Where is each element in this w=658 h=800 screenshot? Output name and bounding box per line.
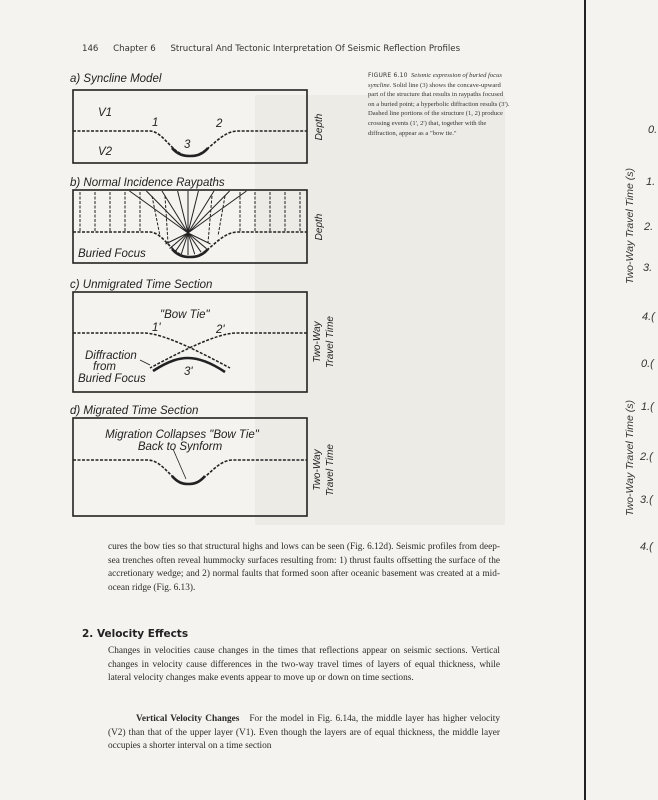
figure-caption bbox=[368, 71, 510, 138]
panel-a-axis: Depth bbox=[314, 113, 325, 141]
raypath-line bbox=[188, 191, 230, 233]
chapter-title: Structural And Tectonic Interpretation Of Seismic Reflection Profiles bbox=[170, 44, 461, 54]
migration-note-2: Back to Synform bbox=[137, 441, 223, 453]
diffraction-label-2: from bbox=[93, 361, 116, 373]
label-3-prime: 3' bbox=[184, 366, 193, 378]
facing-tick: 0. bbox=[648, 124, 658, 136]
paragraph-3-lead: Vertical Velocity Changes bbox=[136, 714, 240, 724]
panel-c-axis-2: Travel Time bbox=[325, 316, 336, 368]
section-heading: 2. Velocity Effects bbox=[82, 628, 189, 640]
facing-page-gutter bbox=[584, 0, 586, 800]
panel-b-raypaths bbox=[80, 191, 300, 255]
panel-c-label: c) Unmigrated Time Section bbox=[70, 279, 213, 291]
page-number: 146 bbox=[82, 44, 99, 54]
label-1-prime: 1' bbox=[152, 322, 161, 334]
facing-axis-label-bottom: Two-Way Travel Time (s) bbox=[624, 400, 636, 516]
bow-tie-label: "Bow Tie" bbox=[160, 309, 210, 321]
label-1: 1 bbox=[152, 117, 159, 129]
panel-d-interface-dashed bbox=[73, 460, 307, 484]
paragraph-3 bbox=[108, 713, 500, 754]
v2-label: V2 bbox=[98, 146, 113, 158]
migration-note-1: Migration Collapses "Bow Tie" bbox=[105, 429, 259, 441]
label-3: 3 bbox=[184, 139, 191, 151]
panel-b-axis: Depth bbox=[314, 213, 325, 241]
panel-c-axis-1: Two-Way bbox=[312, 321, 323, 363]
panel-b-syncline-solid bbox=[172, 249, 208, 257]
label-2-prime: 2' bbox=[216, 324, 225, 336]
panel-b-label: b) Normal Incidence Raypaths bbox=[70, 177, 225, 189]
panel-d-axis-1: Two-Way bbox=[312, 449, 323, 491]
facing-tick: 1. bbox=[646, 176, 656, 188]
caption-figure-number: FIGURE 6.10 bbox=[368, 72, 408, 79]
facing-tick: 4.( bbox=[642, 311, 655, 323]
paragraph-3-text: For the model in Fig. 6.14a, the middle layer has higher velocity (V2) than that of the upper layer (V1). Even though the layers are of equal thickness, the middle layer occupies a shorter interval on a time section bbox=[108, 714, 500, 752]
panel-d-leader bbox=[173, 449, 186, 479]
facing-tick: 1.( bbox=[641, 401, 654, 413]
raypath-line bbox=[152, 196, 160, 236]
panel-d-axis-2: Travel Time bbox=[325, 444, 336, 496]
raypath-line bbox=[208, 196, 212, 243]
facing-tick: 0.( bbox=[641, 358, 654, 370]
chapter-label: Chapter 6 bbox=[113, 44, 156, 54]
facing-tick: 4.( bbox=[640, 541, 653, 553]
paragraph-1: cures the bow ties so that structural highs and lows can be seen (Fig. 6.12d). Seismic profiles from deep-sea trenches often reveal hummocky surfaces resulting from: 1) thrust faults offsetting the surface of the accretionary wedge; and 2) normal faults that formed soon after oceanic basement was created at a mid-ocean ridge (Fig. 6.13). bbox=[108, 542, 500, 593]
caption-text: Solid line (3) shows the concave-upward part of the structure that results in raypaths focused on a buried point; a hyperbolic diffraction results (3'). Dashed line portions of the structure (1, 2) produce crossing events (1', 2') that, together with the diffraction, appear as a "bow tie." bbox=[368, 81, 510, 137]
raypath-line bbox=[165, 196, 168, 243]
facing-tick: 2. bbox=[644, 221, 654, 233]
v1-label: V1 bbox=[98, 107, 113, 119]
label-2: 2 bbox=[216, 118, 223, 130]
raypath-line bbox=[188, 191, 214, 233]
panel-d-label: d) Migrated Time Section bbox=[70, 405, 199, 417]
diffraction-label-1: Diffraction bbox=[85, 350, 137, 362]
panel-a-label: a) Syncline Model bbox=[70, 73, 162, 85]
facing-tick: 3. bbox=[643, 262, 653, 274]
panel-d-synform-solid bbox=[172, 476, 205, 484]
caption-title: Seismic expression of buried focus syncline. bbox=[368, 72, 502, 89]
paragraph-2: Changes in velocities cause changes in the times that reflections appear on seismic sections. Vertical changes in velocity cause differences in the two-way travel times of layers of equal thickness, while lateral velocity changes make events appear to move up or down on time sections. bbox=[108, 646, 500, 684]
facing-axis-label-top: Two-Way Travel Time (s) bbox=[624, 168, 636, 284]
diffraction-label-3: Buried Focus bbox=[78, 373, 146, 385]
facing-tick: 3.( bbox=[640, 494, 653, 506]
panel-c-event-2 bbox=[150, 333, 307, 368]
facing-tick: 2.( bbox=[640, 451, 653, 463]
panel-c-leader bbox=[140, 360, 150, 365]
buried-focus-label: Buried Focus bbox=[78, 248, 146, 260]
